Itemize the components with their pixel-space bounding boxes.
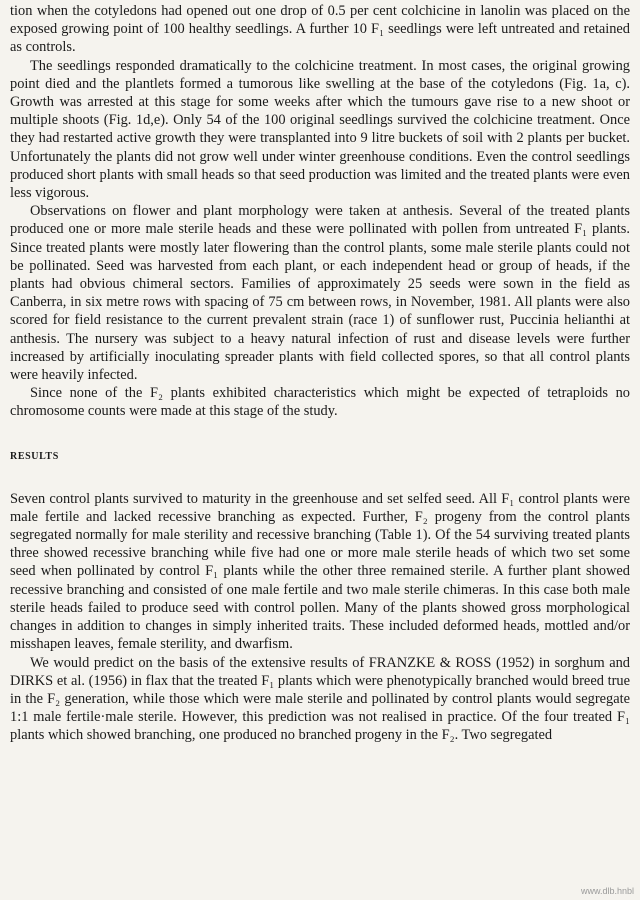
methods-paragraph-3: Observations on flower and plant morphology were taken at anthesis. Several of the treated plants produced one or more male sterile heads and these were pollinated with pollen from untreated F₁ plants. Since treated plants were mostly later flowering than the control plants, some male sterile plants could not be pollinated. Seed was harvested from each plant, or each independent head or group of heads, if the plants had obvious chimeral sectors. Families of approximately 25 seeds were sown in the field as Canberra, in six metre rows with spacing of 75 cm between rows, in November, 1981. All plants were also scored for field resistance to the current prevalent strain (race 1) of sunflower rust, Puccinia helianthi at anthesis. The nursery was subject to a heavy natural infection of rust and disease levels were further increased by artificially inoculating spreader plants with field collected spores, so that all control plants were heavily infected. [10, 203, 630, 384]
results-paragraph-1: Seven control plants survived to maturity in the greenhouse and set selfed seed. All F₁ control plants were male fertile and lacked recessive branching as expected. Further, F₂ progeny from the control plants segregated normally for male sterility and recessive branching (Table 1). Of the 54 surviving treated plants three showed recessive branching while five had one or more male sterile heads of which two set some seed when pollinated by control F₁ plants while the other three remained sterile. A further plant showed recessive branching and consisted of one male fertile and two male sterile chimeras. In this case both male sterile heads failed to produce seed with control pollen. Many of the plants showed gross morphological changes in addition to changes in simply inherited traits. These included deformed heads, mottled and/or misshapen leaves, female sterility, and dwarfism. [10, 490, 630, 653]
methods-paragraph-4: Since none of the F₂ plants exhibited characteristics which might be expected of tetraploids no chromosome counts were made at this stage of the study. [10, 385, 630, 420]
methods-paragraph-2: The seedlings responded dramatically to the colchicine treatment. In most cases, the original growing point died and the plantlets formed a tumorous like swelling at the base of the cotyledons (Fig. 1a, c). Growth was arrested at this stage for some weeks after which the tumours gave rise to a new shoot or multiple shoots (Fig. 1d,e). Only 54 of the 100 original seedlings survived the colchicine treatment. Once they had restarted active growth they were transplanted into 9 litre buckets of soil with 2 plants per bucket. Unfortunately the plants did not grow well under winter greenhouse conditions. Even the control seedlings produced short plants with small heads so that seed production was limited and the treated plants were even less vigorous. [10, 57, 630, 202]
results-heading: RESULTS [10, 450, 59, 462]
methods-paragraph-1: tion when the cotyledons had opened out one drop of 0.5 per cent colchicine in lanolin was placed on the exposed growing point of 100 healthy seedlings. A further 10 F₁ seedlings were left untreated and retained as controls. [10, 3, 630, 56]
results-paragraph-2: We would predict on the basis of the extensive results of FRANZKE & ROSS (1952) in sorghum and DIRKS et al. (1956) in flax that the treated F₁ plants which were phenotypically branched would breed true in the F₂ generation, while those which were male sterile and pollinated by control plants would segregate 1:1 male fertile·male sterile. However, this prediction was not realised in practice. Of the four treated F₁ plants which showed branching, one produced no branched progeny in the F₂. Two segregated [10, 654, 630, 744]
watermark: www.dlb.hnbl [580, 886, 634, 896]
